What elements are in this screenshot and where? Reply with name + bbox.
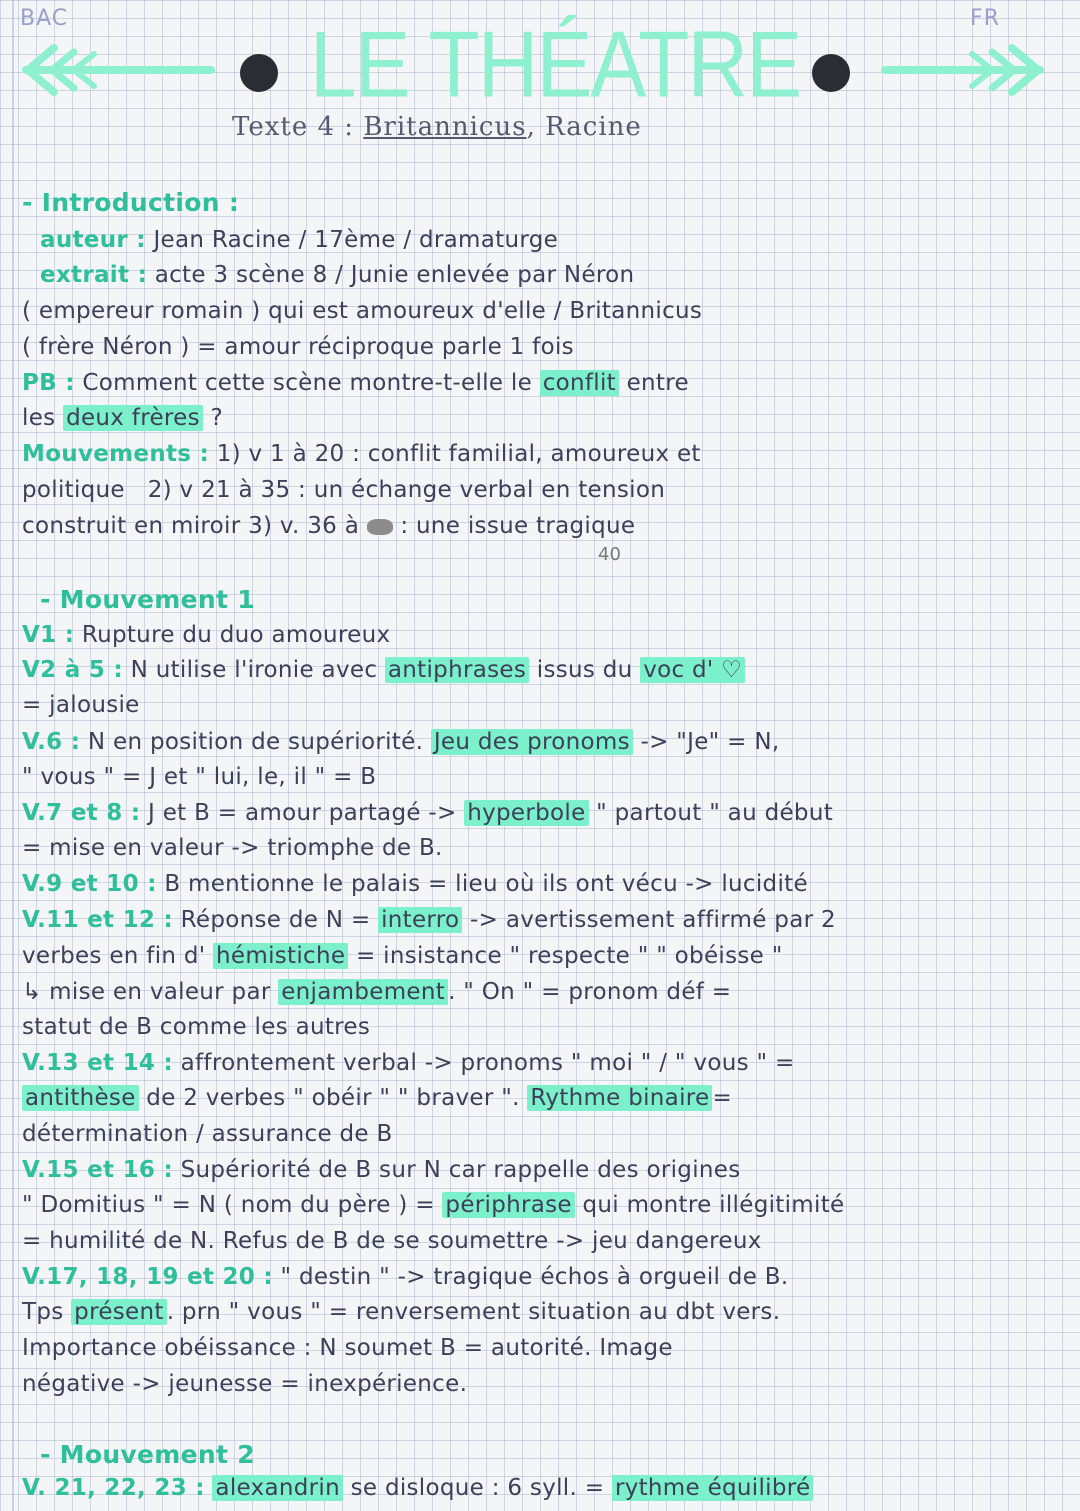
intro-problem-line: les deux frères ?	[22, 405, 224, 431]
note-line: verbes en fin d' hémistiche = insistance " respecte " " obéisse "	[22, 943, 783, 969]
note-line: " Domitius " = N ( nom du père ) = périphrase qui montre illégitimité	[22, 1192, 845, 1218]
left-arrow-icon	[16, 40, 216, 100]
note-line: Tps présent . prn " vous " = renversement situation au dbt vers.	[22, 1299, 781, 1325]
note-line: = mise en valeur -> triomphe de B.	[22, 835, 443, 861]
language-tag: FR	[970, 6, 1000, 31]
note-line: V2 à 5 : N utilise l'ironie avec antiphrases issus du voc d' ♡	[22, 657, 745, 683]
note-line: = humilité de N. Refus de B de se soumettre -> jeu dangereux	[22, 1228, 762, 1254]
intro-extract-line: extrait : acte 3 scène 8 / Junie enlevée par Néron	[40, 262, 635, 288]
bullet-dot	[240, 54, 278, 92]
note-line: " vous " = J et " lui, le, il " = B	[22, 764, 377, 790]
intro-movements-line: construit en miroir 3) v. 36 à : une issue tragique	[22, 513, 636, 539]
note-line: antithèse de 2 verbes " obéir " " braver ". Rythme binaire =	[22, 1085, 732, 1111]
movement-2-heading: - Mouvement 2	[40, 1440, 255, 1469]
work-title: Britannicus	[363, 112, 527, 142]
note-line: V.9 et 10 : B mentionne le palais = lieu où ils ont vécu -> lucidité	[22, 871, 808, 897]
correction-note: 40	[598, 544, 621, 565]
note-line: V. 21, 22, 23 : alexandrin se disloque : 6 syll. = rythme équilibré	[22, 1475, 813, 1501]
note-line: Importance obéissance : N soumet B = autorité. Image	[22, 1335, 673, 1361]
note-line: V.17, 18, 19 et 20 : " destin " -> tragique échos à orgueil de B.	[22, 1264, 789, 1290]
author-name: , Racine	[526, 112, 642, 142]
note-line: détermination / assurance de B	[22, 1121, 393, 1147]
intro-line: ( frère Néron ) = amour réciproque parle 1 fois	[22, 334, 574, 360]
note-line: V1 : Rupture du duo amoureux	[22, 622, 391, 648]
ink-blot	[367, 519, 393, 535]
note-line: V.7 et 8 : J et B = amour partagé -> hyperbole " partout " au début	[22, 800, 834, 826]
intro-author-line: auteur : Jean Racine / 17ème / dramaturge	[40, 227, 559, 253]
note-line: V.15 et 16 : Supériorité de B sur N car rappelle des origines	[22, 1157, 741, 1183]
note-line: ↳ mise en valeur par enjambement . " On " = pronom déf =	[22, 979, 732, 1005]
intro-heading: - Introduction :	[22, 188, 240, 217]
note-line: statut de B comme les autres	[22, 1014, 371, 1040]
page-title: LE THÉATRE	[309, 11, 801, 117]
intro-movements-line: politique 2) v 21 à 35 : un échange verbal en tension	[22, 477, 666, 503]
margin-line	[12, 0, 14, 1511]
movement-1-heading: - Mouvement 1	[40, 585, 255, 614]
right-arrow-icon	[880, 40, 1050, 100]
subject-tag: BAC	[20, 6, 69, 31]
note-line: V.11 et 12 : Réponse de N = interro -> avertissement affirmé par 2	[22, 907, 836, 933]
bullet-dot	[812, 54, 850, 92]
note-line: V.6 : N en position de supériorité. Jeu des pronoms -> "Je" = N,	[22, 729, 780, 755]
intro-line: ( empereur romain ) qui est amoureux d'elle / Britannicus	[22, 298, 703, 324]
intro-movements-line: Mouvements : 1) v 1 à 20 : conflit familial, amoureux et	[22, 441, 701, 467]
note-line: V.13 et 14 : affrontement verbal -> pronoms " moi " / " vous " =	[22, 1050, 795, 1076]
intro-problem-line: PB : Comment cette scène montre-t-elle le conflit entre	[22, 370, 689, 396]
note-line: négative -> jeunesse = inexpérience.	[22, 1371, 468, 1397]
text-number: Texte 4 :	[232, 112, 355, 142]
subtitle	[232, 112, 642, 142]
note-line: = jalousie	[22, 692, 140, 718]
